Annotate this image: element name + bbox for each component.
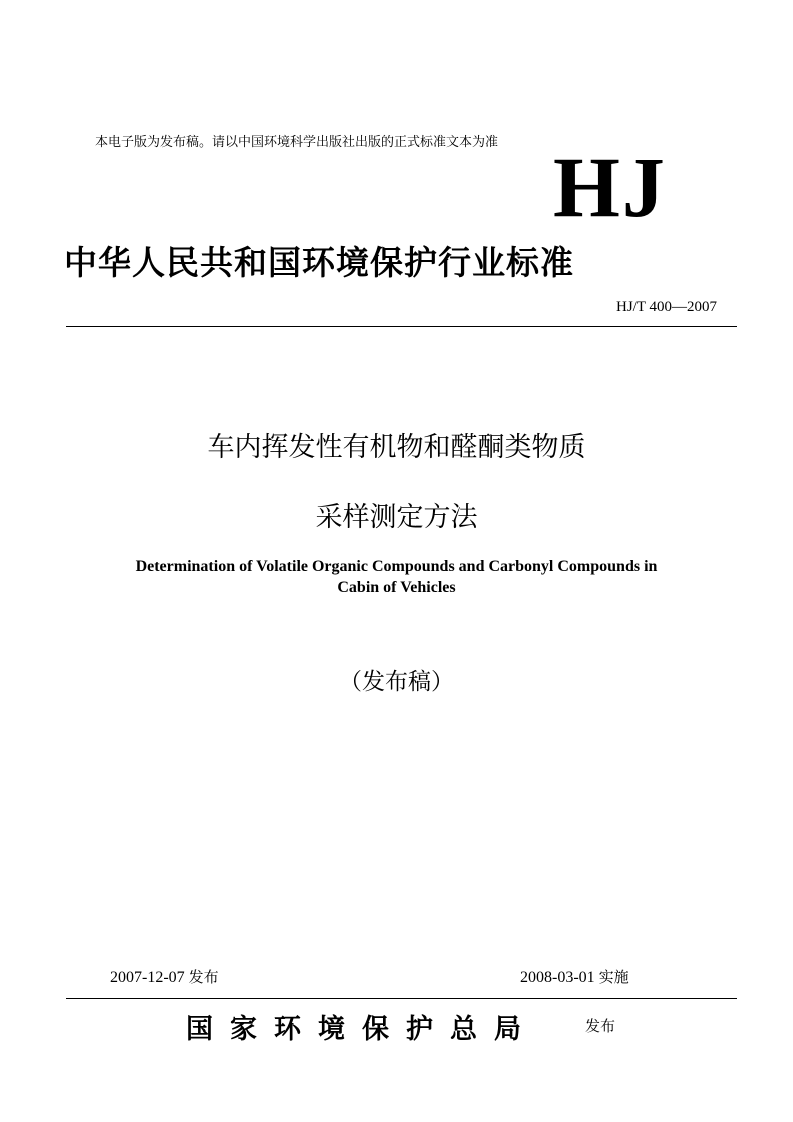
draft-status: （发布稿） (339, 669, 454, 695)
release-label: 发布 (188, 968, 219, 986)
bottom-divider (66, 998, 737, 999)
effective-date (520, 966, 629, 987)
standard-category: 中华人民共和国环境保护行业标准 (64, 243, 574, 282)
title-en-line2: Cabin of Vehicles (337, 579, 456, 596)
hj-logo (553, 139, 703, 235)
issuer-name: 国家环境保护总局 (186, 1014, 538, 1045)
title-cn-line2: 采样测定方法 (315, 502, 478, 533)
hj-logo-text: HJ (553, 139, 667, 235)
standard-number: HJ/T 400—2007 (616, 299, 717, 315)
effective-date-value: 2008-03-01 (520, 969, 595, 986)
release-date (110, 966, 219, 987)
issuer-suffix: 发布 (585, 1017, 616, 1035)
title-en-line1: Determination of Volatile Organic Compounds and Carbonyl Compounds in (135, 558, 658, 575)
effective-label: 实施 (598, 968, 629, 986)
title-cn-line1: 车内挥发性有机物和醛酮类物质 (207, 432, 586, 463)
release-date-value: 2007-12-07 (110, 969, 185, 986)
top-divider (66, 326, 737, 327)
release-notice: 本电子版为发布稿。请以中国环境科学出版社出版的正式标准文本为准 (95, 135, 499, 150)
